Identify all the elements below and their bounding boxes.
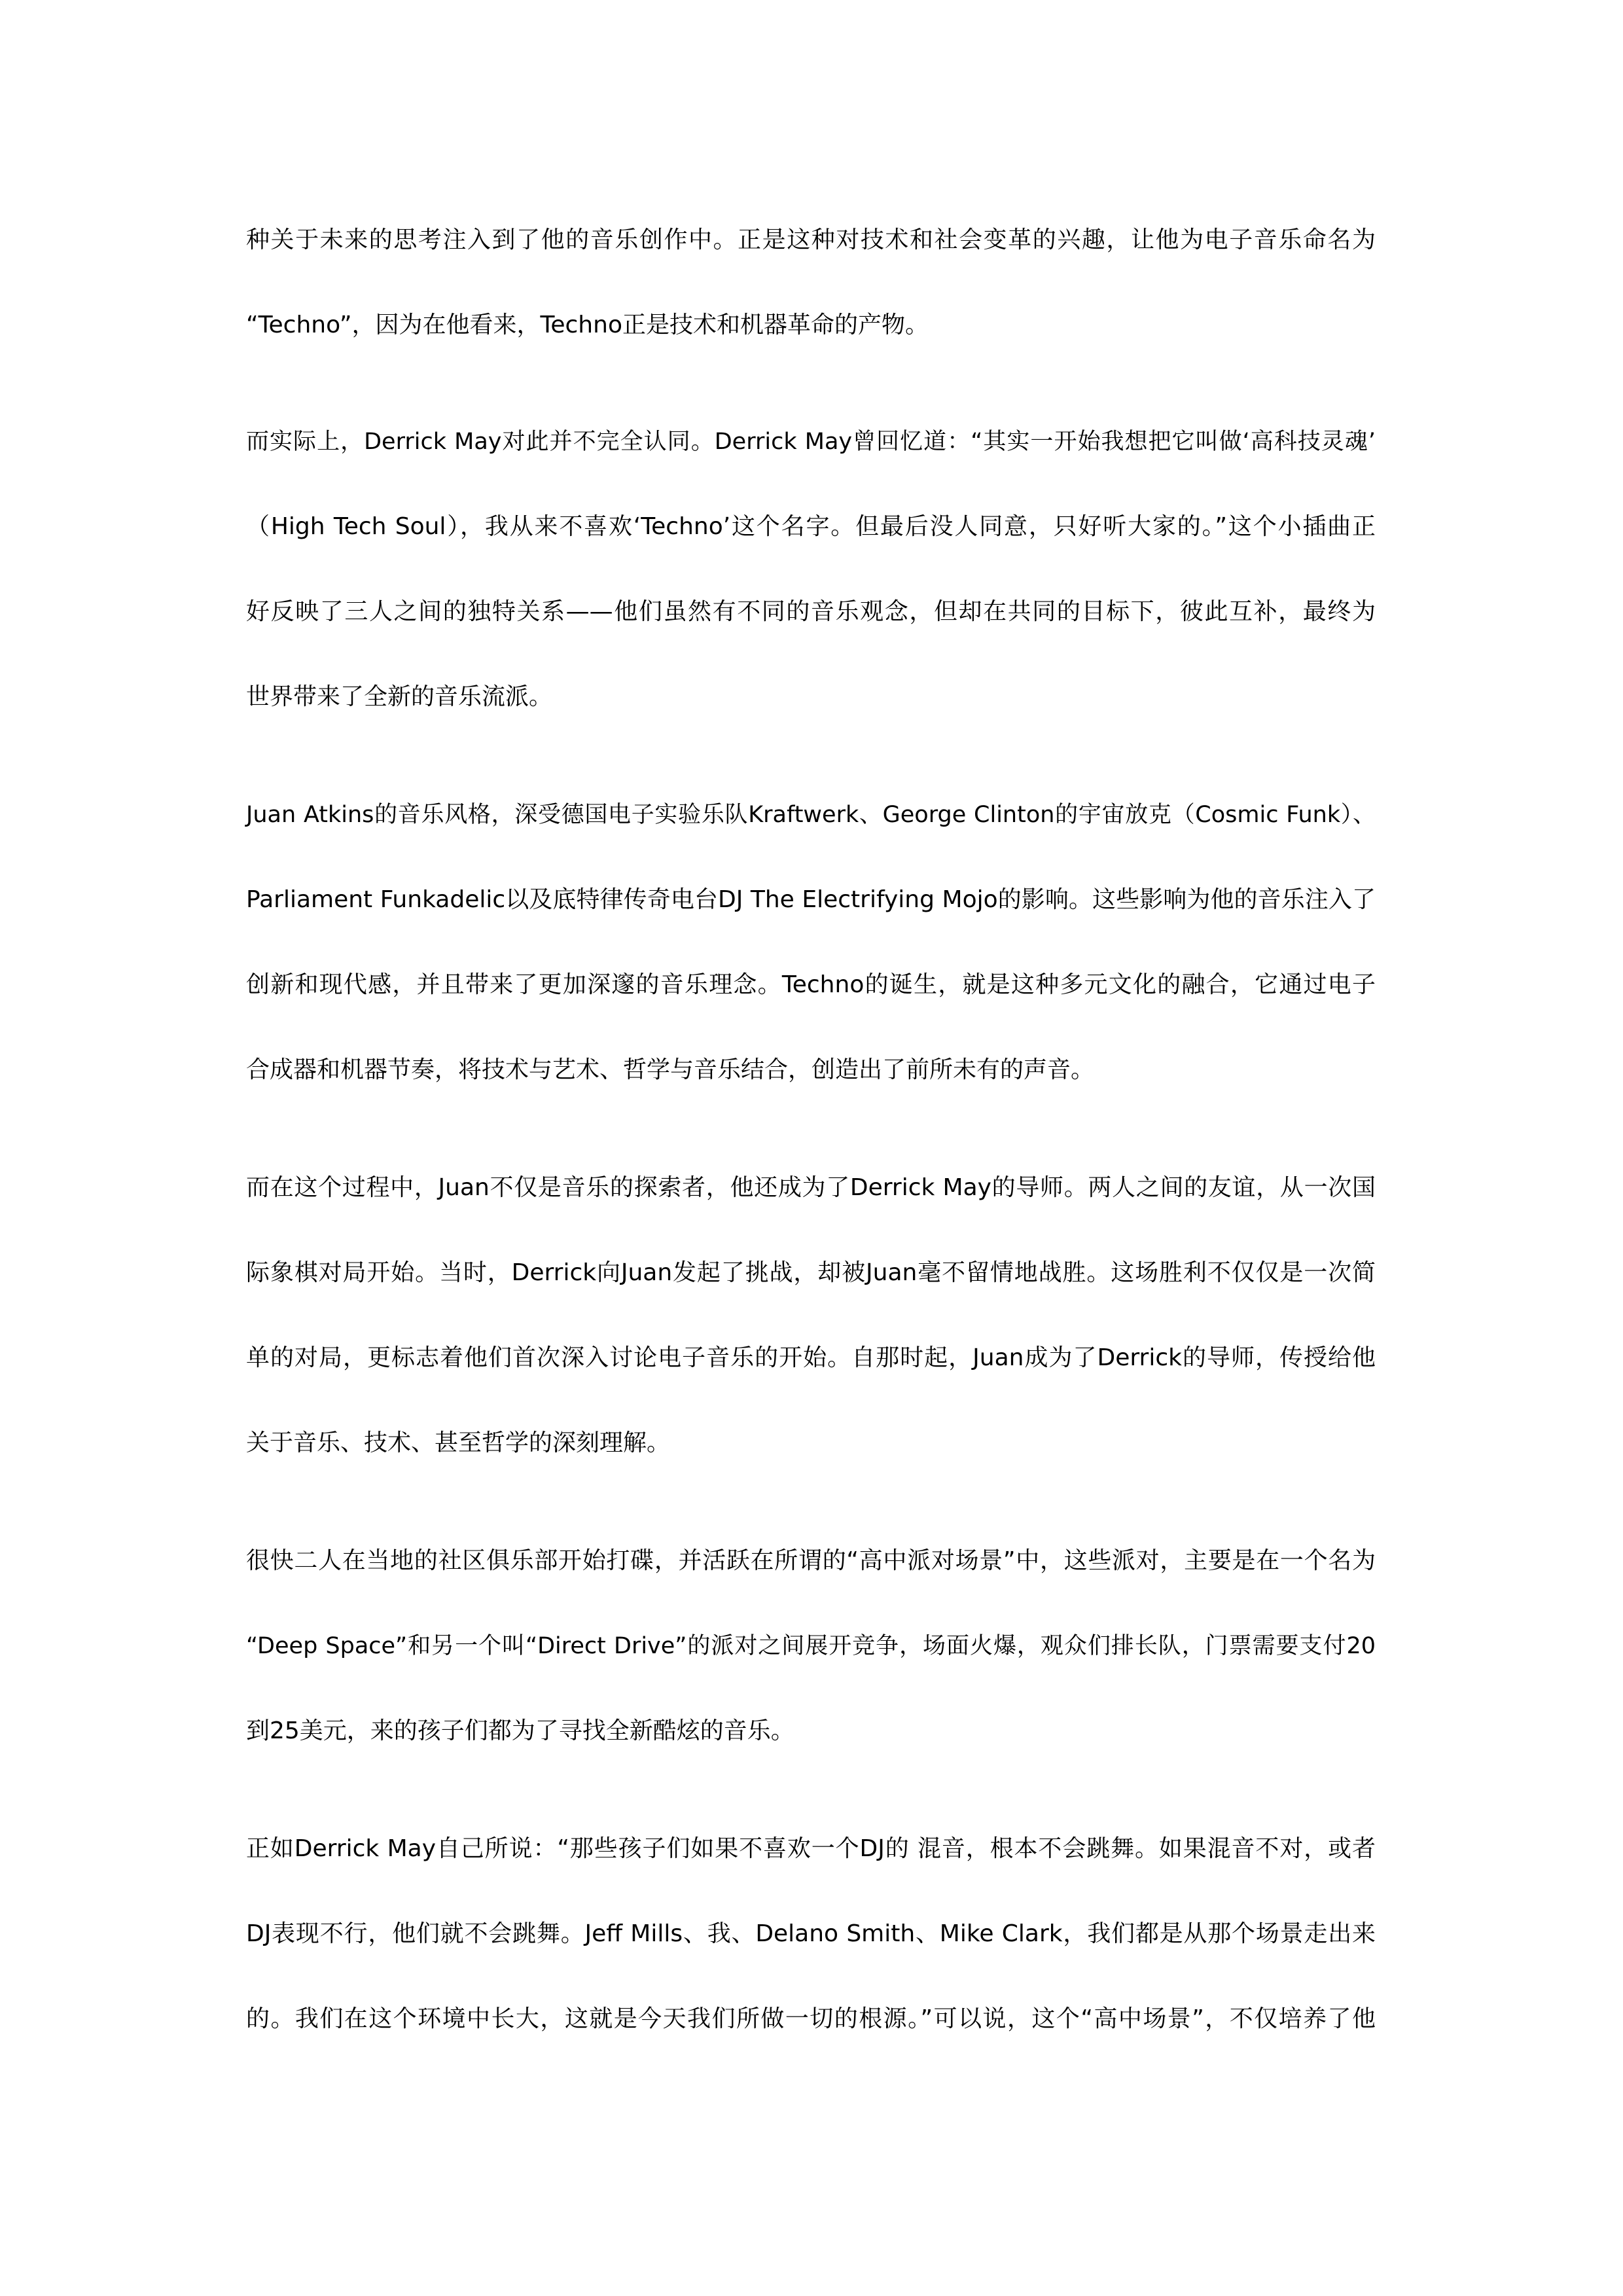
text-line: “Deep Space”和另一个叫“Direct Drive”的派对之间展开竞争，场面火爆，观众们排长队，门票需要支付20	[246, 1633, 1376, 1659]
text-line: 的。我们在这个环境中长大，这就是今天我们所做一切的根源。”可以说，这个“高中场景”，不仅培养了他	[246, 2005, 1376, 2032]
text-line: 关于音乐、技术、甚至哲学的深刻理解。	[246, 1429, 671, 1456]
text-line: 际象棋对局开始。当时，Derrick向Juan发起了挑战，却被Juan毫不留情地战胜。这场胜利不仅仅是一次简	[246, 1259, 1376, 1286]
text-line: 很快二人在当地的社区俱乐部开始打碟，并活跃在所谓的“高中派对场景”中，这些派对，主要是在一个名为	[246, 1547, 1376, 1574]
text-line: 创新和现代感，并且带来了更加深邃的音乐理念。Techno的诞生，就是这种多元文化的融合，它通过电子	[246, 971, 1376, 998]
text-line: 到25美元，来的孩子们都为了寻找全新酷炫的音乐。	[246, 1717, 794, 1744]
text-line: 而在这个过程中，Juan不仅是音乐的探索者，他还成为了Derrick May的导师。两人之间的友谊，从一次国	[246, 1174, 1376, 1201]
text-line: 种关于未来的思考注入到了他的音乐创作中。正是这种对技术和社会变革的兴趣，让他为电子音乐命名为	[246, 226, 1376, 253]
text-line: 而实际上，Derrick May对此并不完全认同。Derrick May曾回忆道：“其实一开始我想把它叫做‘高科技灵魂’	[246, 429, 1376, 455]
text-line: 合成器和机器节奏，将技术与艺术、哲学与音乐结合，创造出了前所未有的声音。	[246, 1056, 1095, 1083]
text-line: DJ表现不行，他们就不会跳舞。Jeff Mills、我、Delano Smith、Mike Clark，我们都是从那个场景走出来	[246, 1920, 1376, 1947]
text-line: 世界带来了全新的音乐流派。	[246, 683, 553, 710]
text-line: Juan Atkins的音乐风格，深受德国电子实验乐队Kraftwerk、George Clinton的宇宙放克（Cosmic Funk）、	[246, 802, 1376, 828]
text-line: 正如Derrick May自己所说：“那些孩子们如果不喜欢一个DJ的 混音，根本不会跳舞。如果混音不对，或者	[246, 1835, 1376, 1862]
text-line: 好反映了三人之间的独特关系——他们虽然有不同的音乐观念，但却在共同的目标下，彼此互补，最终为	[246, 598, 1376, 625]
text-line: （High Tech Soul），我从来不喜欢‘Techno’这个名字。但最后没人同意，只好听大家的。”这个小插曲正	[246, 513, 1376, 540]
text-line: Parliament Funkadelic以及底特律传奇电台DJ The Electrifying Mojo的影响。这些影响为他的音乐注入了	[246, 886, 1376, 913]
text-line: 单的对局，更标志着他们首次深入讨论电子音乐的开始。自那时起，Juan成为了Derrick的导师，传授给他	[246, 1344, 1376, 1371]
text-line: “Techno”，因为在他看来，Techno正是技术和机器革命的产物。	[246, 312, 929, 338]
